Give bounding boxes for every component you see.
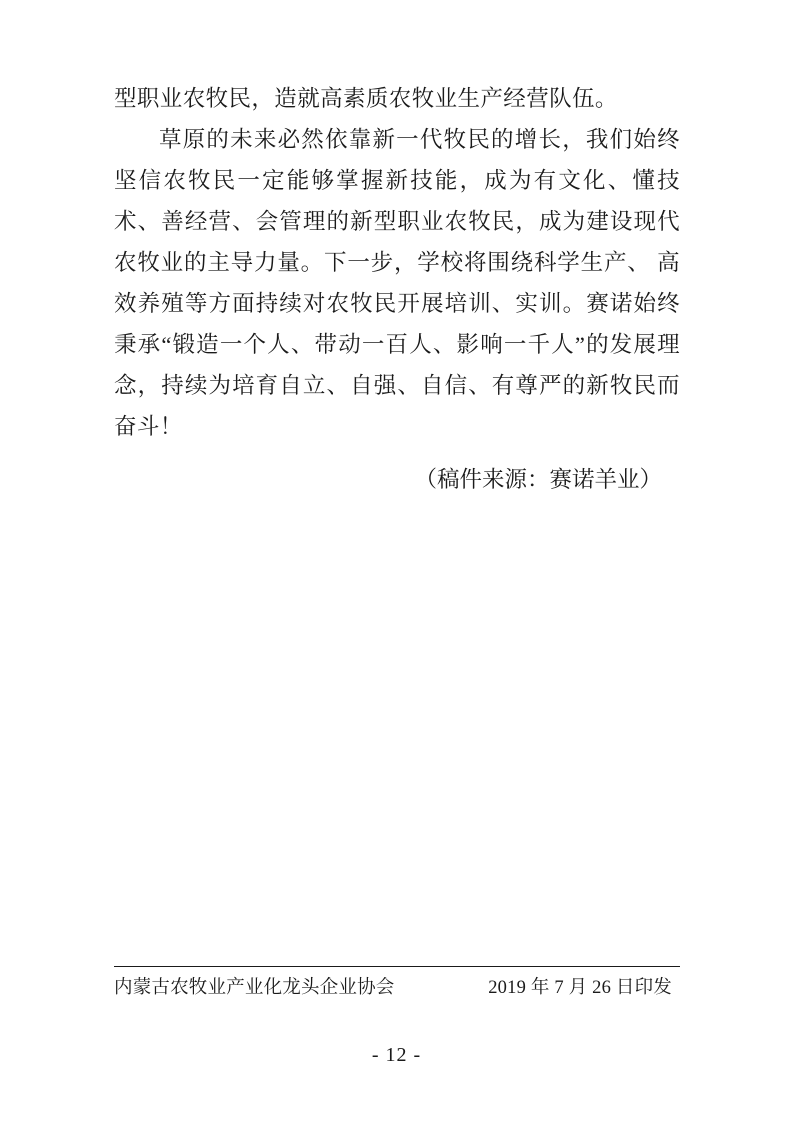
paragraph-main: 草原的未来必然依靠新一代牧民的增长，我们始终坚信农牧民一定能够掌握新技能，成为有文化、懂技术、善经营、会管理的新型职业农牧民，成为建设现代农牧业的主导力量。下一步，学校将围绕科学生产、 高效养殖等方面持续对农牧民开展培训、实训。赛诺始终秉承“锻造一个人、带动一百人、影响一千人”的发展理念，持续为培育自立、自强、自信、有尊严的新牧民而奋斗！ xyxy=(114,127,680,439)
page-number: - 12 - xyxy=(371,1044,422,1066)
paragraph-continued: 型职业农牧民，造就高素质农牧业生产经营队伍。 xyxy=(114,86,618,111)
footer-print-date: 2019 年 7 月 26 日印发 xyxy=(488,978,672,998)
footer-organization: 内蒙古农牧业产业化龙头企业协会 xyxy=(114,978,395,998)
source-attribution: （稿件来源：赛诺羊业） xyxy=(414,467,662,492)
page-footer xyxy=(114,966,680,1005)
document-body xyxy=(114,78,680,500)
footer-row xyxy=(114,967,680,1005)
